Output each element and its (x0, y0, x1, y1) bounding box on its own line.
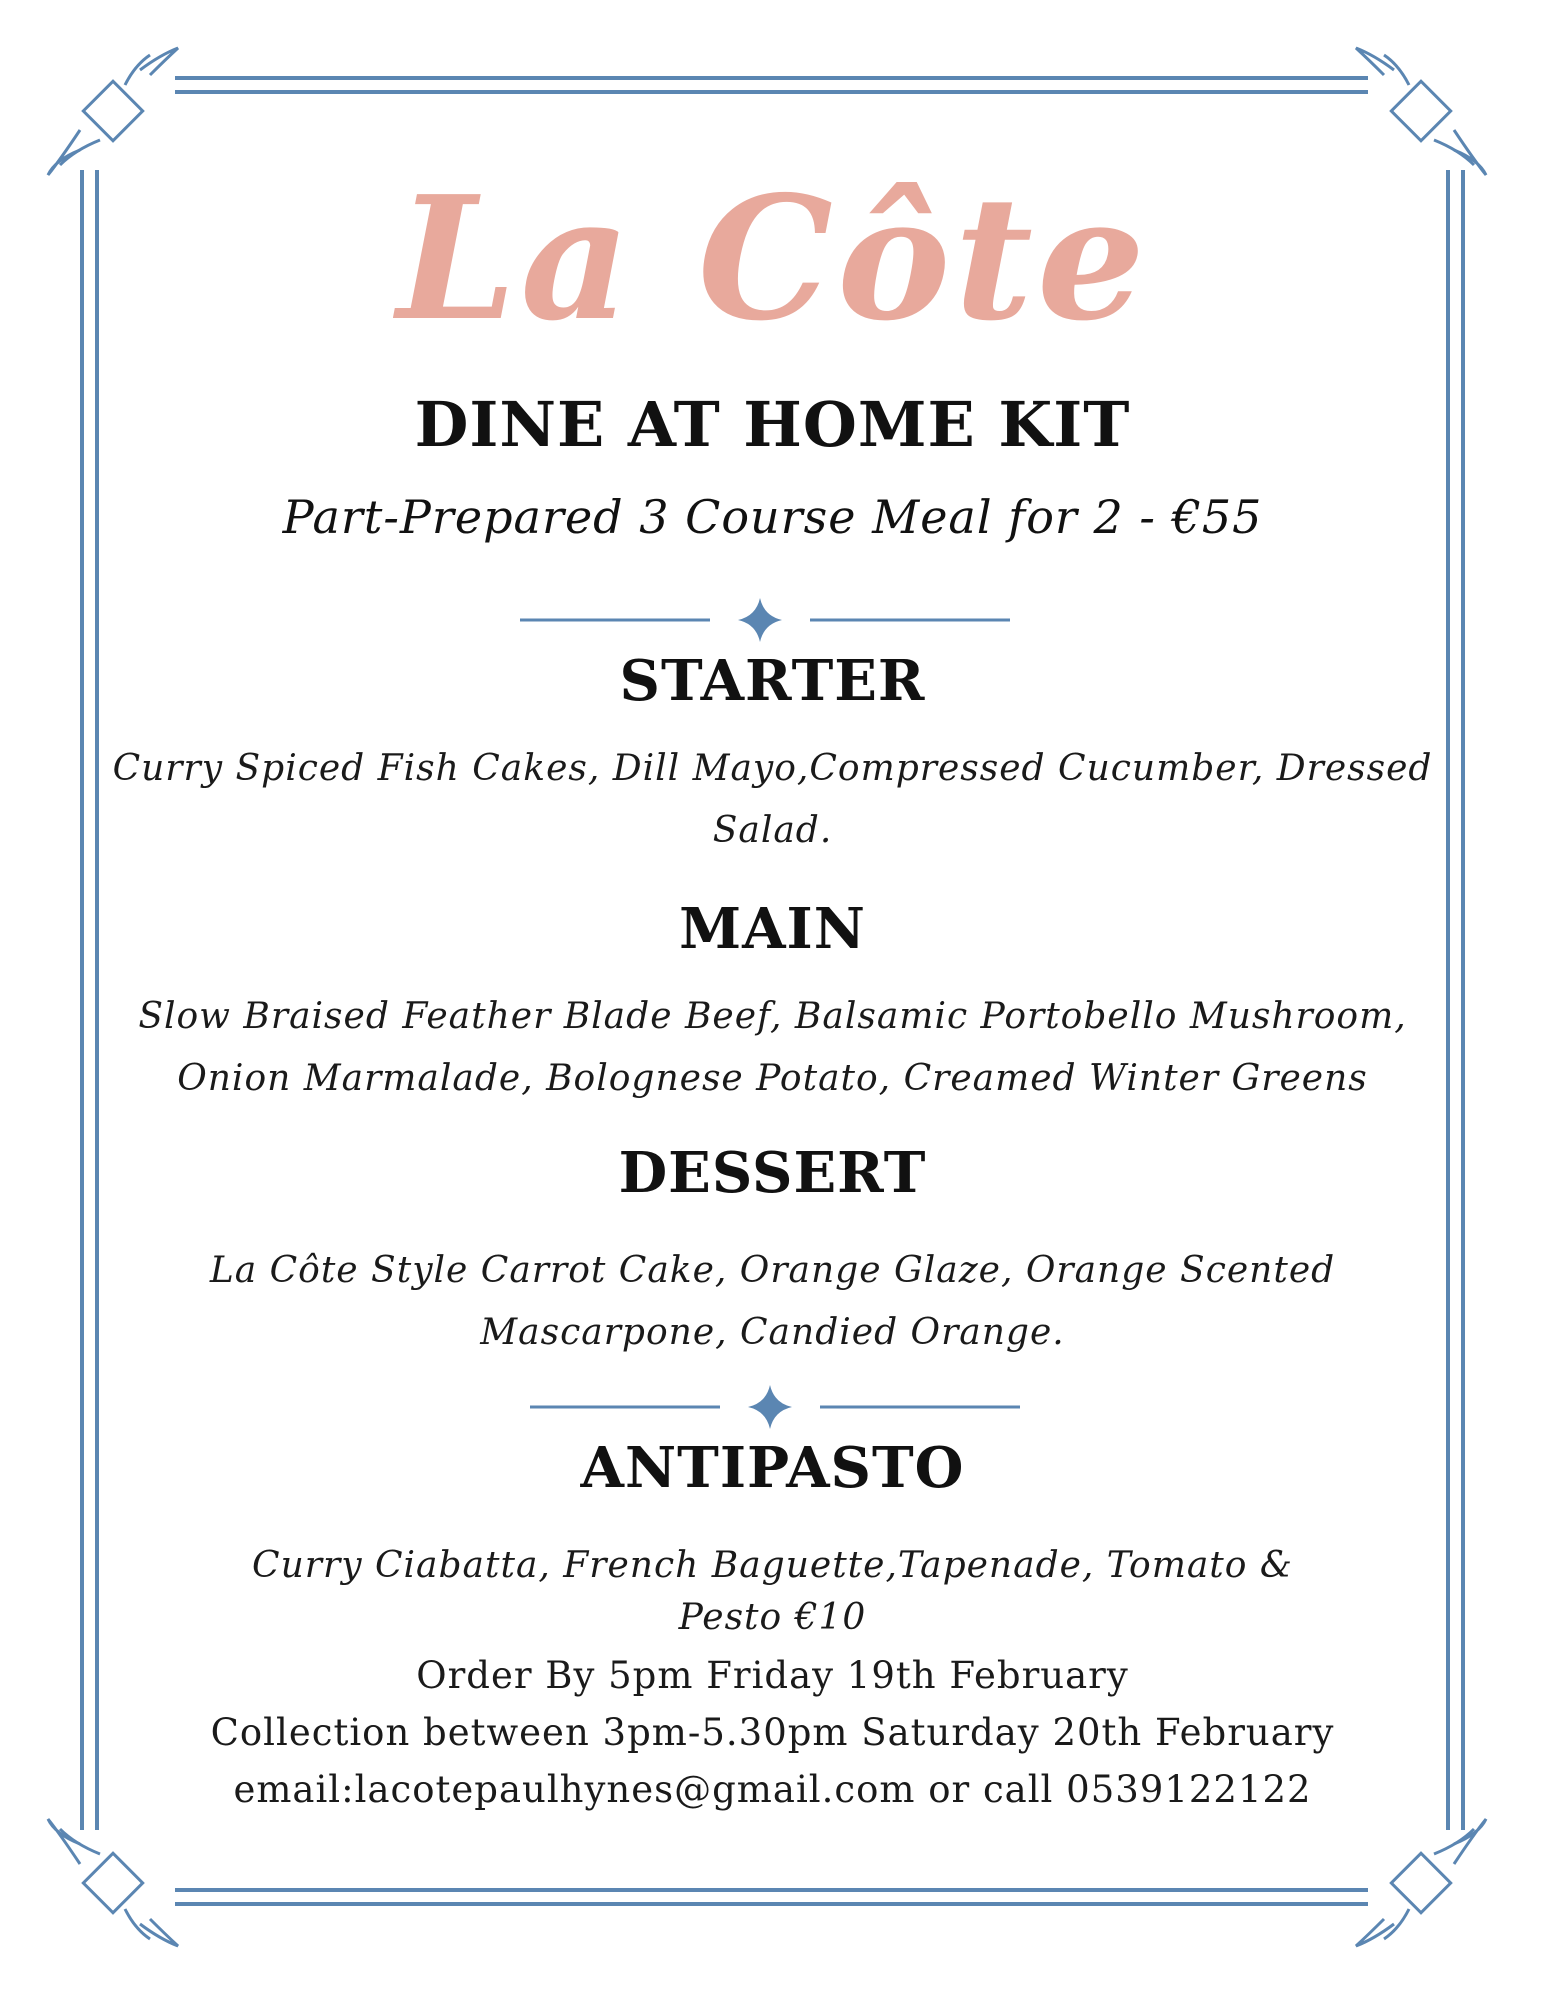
corner-flourish-icon (1356, 1819, 1486, 1946)
desc-line: Onion Marmalade, Bolognese Potato, Creamed Winter Greens (177, 1058, 1368, 1099)
corner-flourish-icon (48, 1819, 178, 1946)
contact-info: email:lacotepaulhynes@gmail.com or call 0539122122 (233, 1768, 1312, 1811)
brand-name: La Côte (396, 159, 1149, 359)
section-heading-main: MAIN (679, 896, 866, 962)
order-deadline: Order By 5pm Friday 19th February (416, 1654, 1129, 1697)
section-desc-dessert (0, 1240, 1545, 1364)
section-heading-dessert: DESSERT (618, 1140, 927, 1206)
collection-time: Collection between 3pm-5.30pm Saturday 20th February (210, 1711, 1335, 1754)
section-desc-antipasto (0, 1540, 1545, 1644)
desc-line: Mascarpone, Candied Orange. (480, 1312, 1065, 1353)
desc-line: Pesto €10 (678, 1597, 867, 1638)
section-desc-starter (0, 738, 1545, 862)
section-heading-starter: STARTER (619, 648, 926, 714)
page-subtitle: Part-Prepared 3 Course Meal for 2 - €55 (282, 490, 1263, 544)
desc-line: Curry Ciabatta, French Baguette,Tapenade, Tomato & (252, 1545, 1293, 1586)
desc-line: Curry Spiced Fish Cakes, Dill Mayo,Compressed Cucumber, Dressed (112, 748, 1433, 789)
page-title: DINE AT HOME KIT (414, 388, 1131, 461)
sparkle-divider-icon (530, 1382, 1030, 1432)
desc-line: La Côte Style Carrot Cake, Orange Glaze, Orange Scented (209, 1250, 1336, 1291)
section-heading-antipasto: ANTIPASTO (580, 1435, 965, 1501)
desc-line: Salad. (712, 810, 833, 851)
desc-line: Slow Braised Feather Blade Beef, Balsamic Portobello Mushroom, (138, 996, 1407, 1037)
brand-logo (0, 140, 1545, 370)
section-desc-main (0, 986, 1545, 1110)
sparkle-divider-icon (520, 595, 1020, 645)
